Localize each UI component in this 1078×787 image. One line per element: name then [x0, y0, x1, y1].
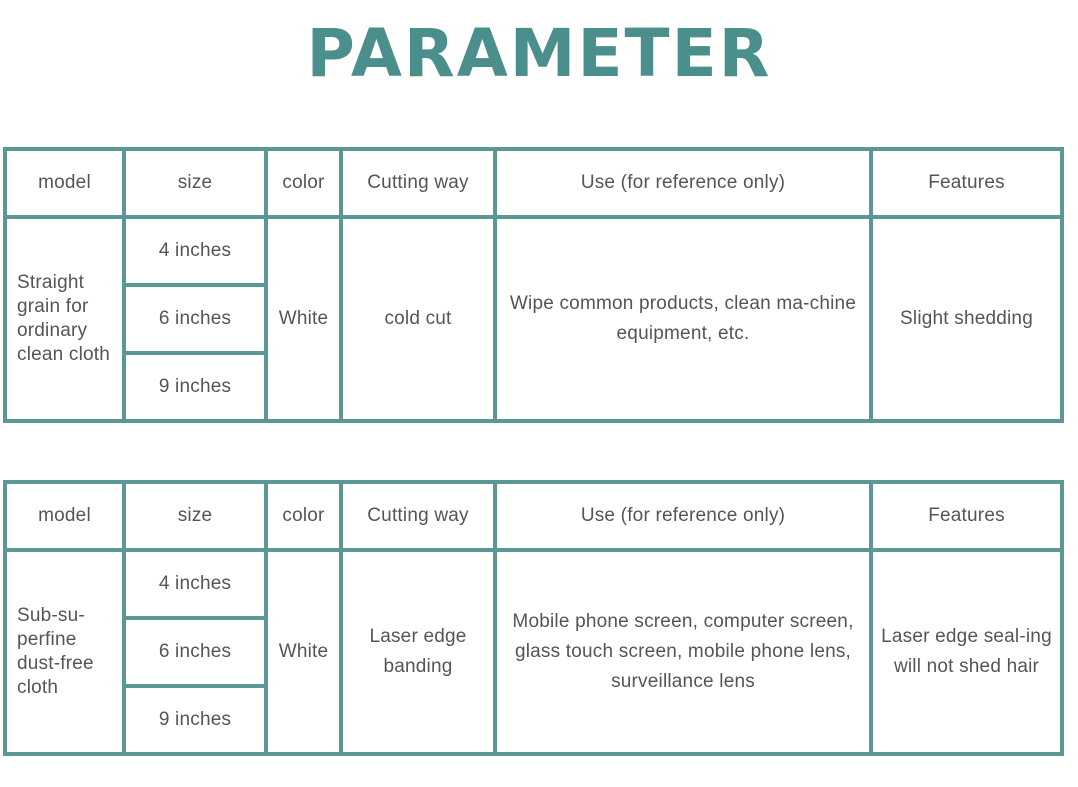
header-features: Features: [871, 149, 1062, 217]
parameter-table-ordinary: [3, 147, 1064, 423]
parameter-table-superfine: [3, 480, 1064, 756]
header-features: Features: [871, 482, 1062, 550]
header-row: [5, 149, 1062, 217]
size-cell: 6 inches: [124, 285, 266, 353]
use-cell: Mobile phone screen, computer screen, glass touch screen, mobile phone lens, surveillance lens: [495, 550, 871, 754]
color-cell: White: [266, 550, 341, 754]
page-title: PARAMETER: [306, 15, 772, 92]
header-cutting-way: Cutting way: [341, 149, 495, 217]
size-cell: 4 inches: [124, 550, 266, 618]
header-size: size: [124, 482, 266, 550]
header-color: color: [266, 149, 341, 217]
header-color: color: [266, 482, 341, 550]
cutting-way-cell: cold cut: [341, 217, 495, 421]
color-cell: White: [266, 217, 341, 421]
header-model: model: [5, 149, 124, 217]
header-cutting-way: Cutting way: [341, 482, 495, 550]
table-row: [5, 550, 1062, 618]
use-cell: Wipe common products, clean ma-chine equipment, etc.: [495, 217, 871, 421]
size-cell: 9 inches: [124, 353, 266, 421]
header-model: model: [5, 482, 124, 550]
features-cell: Slight shedding: [871, 217, 1062, 421]
header-use: Use (for reference only): [495, 482, 871, 550]
cutting-way-cell: Laser edge banding: [341, 550, 495, 754]
size-cell: 9 inches: [124, 686, 266, 754]
header-size: size: [124, 149, 266, 217]
table-row: [5, 217, 1062, 285]
header-use: Use (for reference only): [495, 149, 871, 217]
size-cell: 4 inches: [124, 217, 266, 285]
features-cell: Laser edge seal-ing will not shed hair: [871, 550, 1062, 754]
size-cell: 6 inches: [124, 618, 266, 686]
model-cell: Sub-su-perfine dust-free cloth: [5, 550, 124, 754]
header-row: [5, 482, 1062, 550]
model-cell: Straight grain for ordinary clean cloth: [5, 217, 124, 421]
